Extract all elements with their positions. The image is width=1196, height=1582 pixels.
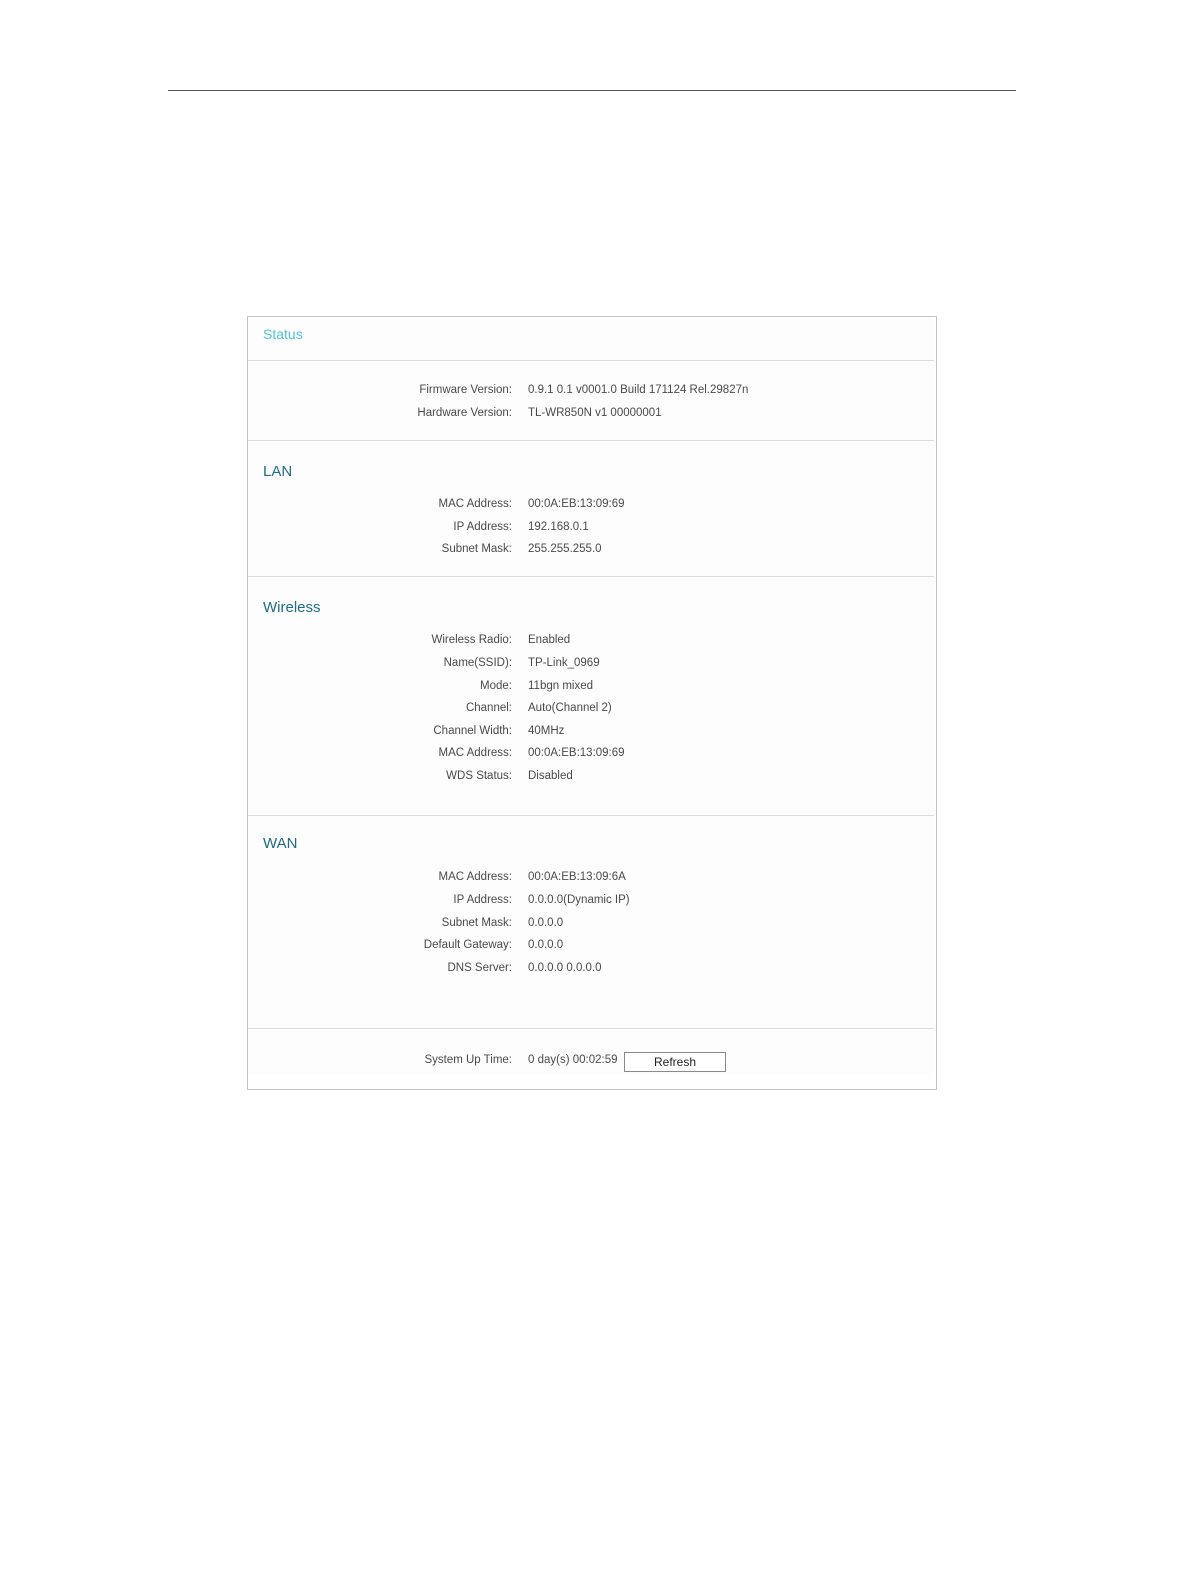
wan-gateway-row [248, 939, 934, 959]
lan-ip-row [248, 521, 934, 541]
field-value: 00:0A:EB:13:09:69 [528, 498, 625, 510]
refresh-button[interactable]: Refresh [624, 1052, 726, 1072]
field-value: 0.9.1 0.1 v0001.0 Build 171124 Rel.29827n [528, 384, 749, 396]
status-title: Status [263, 326, 303, 342]
field-label: MAC Address: [438, 871, 512, 883]
wireless-mode-row [248, 680, 934, 700]
lan-subnet-row [248, 543, 934, 563]
divider [248, 1028, 934, 1029]
field-label: IP Address: [453, 894, 512, 906]
wan-dns-row [248, 962, 934, 982]
wireless-channel-row [248, 702, 934, 722]
divider [248, 815, 934, 816]
field-value: Disabled [528, 770, 573, 782]
status-panel-body [248, 317, 934, 1075]
section-title-lan: LAN [263, 463, 293, 480]
wan-subnet-row [248, 917, 934, 937]
field-value: 255.255.255.0 [528, 543, 602, 555]
field-label: Mode: [480, 680, 512, 692]
page-top-rule [168, 90, 1016, 91]
field-label: Channel: [465, 702, 512, 714]
field-value: 40MHz [528, 725, 565, 737]
wan-ip-row [248, 894, 934, 914]
field-label: Wireless Radio: [431, 634, 512, 646]
field-value: 192.168.0.1 [528, 521, 589, 533]
divider [248, 440, 934, 441]
field-label: Hardware Version: [417, 407, 512, 419]
wireless-mac-row [248, 747, 934, 767]
wireless-radio-row [248, 634, 934, 654]
field-value: Enabled [528, 634, 571, 646]
divider [248, 576, 934, 577]
field-value: 00:0A:EB:13:09:6A [528, 871, 626, 883]
field-label: Subnet Mask: [441, 917, 512, 929]
field-value: 0.0.0.0 0.0.0.0 [528, 962, 602, 974]
status-panel [247, 316, 937, 1090]
field-label: IP Address: [453, 521, 512, 533]
field-value: 0.0.0.0 [528, 917, 564, 929]
field-value: 00:0A:EB:13:09:69 [528, 747, 625, 759]
field-value: TL-WR850N v1 00000001 [528, 407, 662, 419]
section-title-wireless: Wireless [263, 599, 321, 616]
firmware-version-row [248, 384, 934, 404]
field-label: MAC Address: [438, 747, 512, 759]
divider [248, 360, 934, 361]
field-value: 11bgn mixed [528, 680, 593, 692]
field-label: Default Gateway: [423, 939, 512, 951]
system-uptime-row [248, 1054, 934, 1074]
wireless-ssid-row [248, 657, 934, 677]
wan-mac-row [248, 871, 934, 891]
field-label: Channel Width: [433, 725, 512, 737]
field-value: 0 day(s) 00:02:59 [528, 1054, 618, 1066]
field-label: Name(SSID): [443, 657, 512, 669]
field-label: Firmware Version: [419, 384, 512, 396]
field-label: DNS Server: [447, 962, 512, 974]
field-label: Subnet Mask: [441, 543, 512, 555]
section-title-wan: WAN [263, 835, 298, 852]
field-value: Auto(Channel 2) [528, 702, 612, 714]
field-label: MAC Address: [438, 498, 512, 510]
field-value: 0.0.0.0 [528, 939, 564, 951]
field-label: WDS Status: [446, 770, 512, 782]
wireless-wds-row [248, 770, 934, 790]
hardware-version-row [248, 407, 934, 427]
wireless-channel-width-row [248, 725, 934, 745]
field-label: System Up Time: [424, 1054, 512, 1066]
field-value: 0.0.0.0(Dynamic IP) [528, 894, 630, 906]
field-value: TP-Link_0969 [528, 657, 600, 669]
lan-mac-row [248, 498, 934, 518]
